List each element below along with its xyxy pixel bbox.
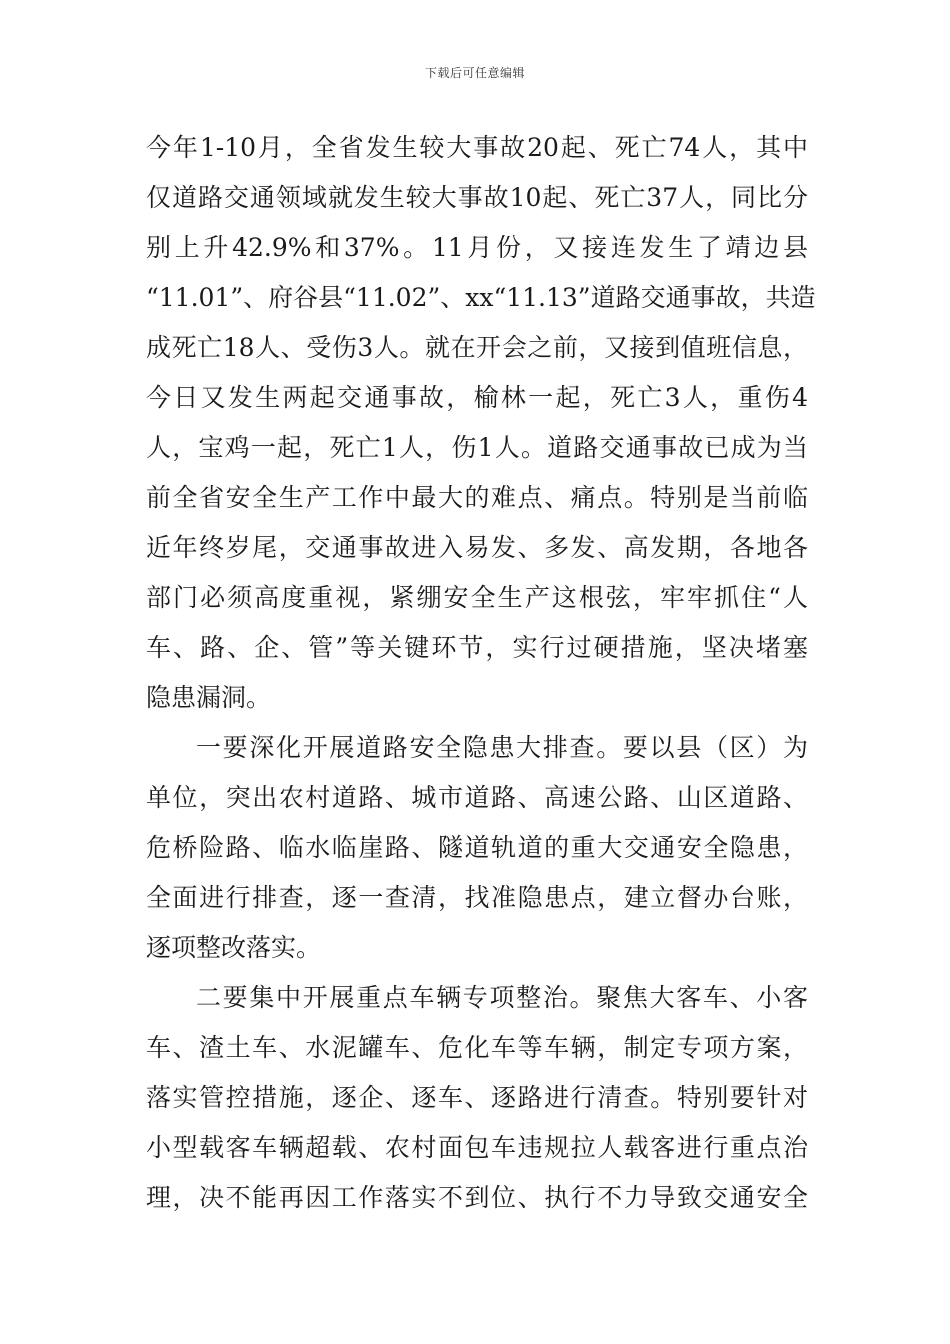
body-line: 近年终岁尾，交通事故进入易发、多发、高发期，各地各 [146,533,808,562]
paragraph-first-line: 一要深化开展道路安全隐患大排查。要以县（区）为 [196,733,808,762]
body-line: 理，决不能再因工作落实不到位、执行不力导致交通安全 [146,1183,808,1212]
body-line: 车、渣土车、水泥罐车、危化车等车辆，制定专项方案， [146,1033,808,1062]
body-line: 逐项整改落实。 [146,933,322,962]
body-line: 前全省安全生产工作中最大的难点、痛点。特别是当前临 [146,483,808,512]
body-line: 今年1-10月，全省发生较大事故20起、死亡74人，其中 [146,133,808,162]
body-line: 今日又发生两起交通事故，榆林一起，死亡3人，重伤4 [146,383,808,412]
body-line: 危桥险路、临水临崖路、隧道轨道的重大交通安全隐患， [146,833,808,862]
body-line: 小型载客车辆超载、农村面包车违规拉人载客进行重点治 [146,1133,808,1162]
body-line: 别上升42.9%和37%。11月份，又接连发生了靖边县 [146,233,808,262]
body-line: “11.01”、府谷县“11.02”、xx“11.13”道路交通事故，共造 [146,283,816,312]
body-line: 部门必须高度重视，紧绷安全生产这根弦，牢牢抓住“人 [146,583,808,612]
body-line: 成死亡18人、受伤3人。就在开会之前，又接到值班信息， [146,333,808,362]
body-line: 车、路、企、管”等关键环节，实行过硬措施，坚决堵塞 [146,633,808,662]
page-header: 下载后可任意编辑 [424,66,525,80]
paragraph-first-line: 二要集中开展重点车辆专项整治。聚焦大客车、小客 [196,983,808,1012]
body-line: 隐患漏洞。 [146,683,272,712]
body-line: 人，宝鸡一起，死亡1人，伤1人。道路交通事故已成为当 [146,433,808,462]
body-line: 全面进行排查，逐一查清，找准隐患点，建立督办台账， [146,883,808,912]
body-line: 落实管控措施，逐企、逐车、逐路进行清查。特别要针对 [146,1083,808,1112]
body-line: 仅道路交通领域就发生较大事故10起、死亡37人，同比分 [146,183,808,212]
body-line: 单位，突出农村道路、城市道路、高速公路、山区道路、 [146,783,808,812]
